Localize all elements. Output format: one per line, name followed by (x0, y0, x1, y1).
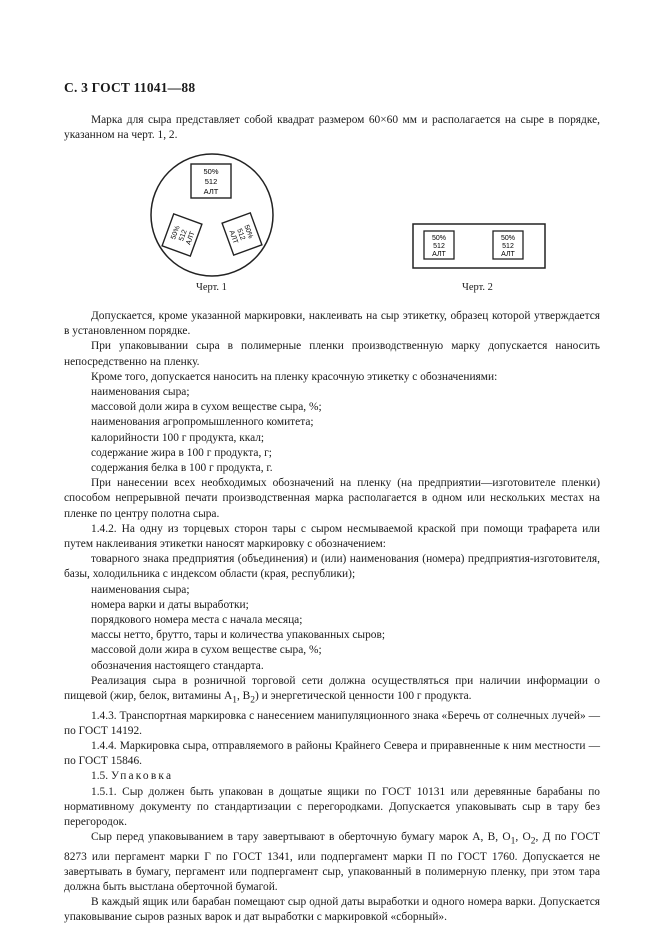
figure-2-caption: Черт. 2 (462, 282, 493, 293)
svg-text:512: 512 (433, 243, 445, 250)
svg-text:АЛТ: АЛТ (185, 230, 197, 246)
svg-text:50%: 50% (431, 235, 447, 242)
list-item: массовой доли жира в сухом веществе сыра, %; (91, 644, 322, 657)
svg-text:50%: 50% (203, 167, 219, 176)
mark-square-right (222, 213, 262, 255)
paragraph: В каждый ящик или барабан помещают сыр одной даты выработки и одного номера варки. Допускается упаковывание сыров разных варок и дат выработки с маркировкой «сборный». (64, 896, 600, 924)
page-header: С. 3 ГОСТ 11041—88 (64, 80, 196, 95)
list-item: содержание жира в 100 г продукта, г; (91, 446, 272, 459)
svg-text:512: 512 (235, 227, 246, 242)
paragraph: 1.4.4. Маркировка сыра, отправляемого в районы Крайнего Севера и приравненные к ним местности — по ГОСТ 15846. (64, 739, 600, 768)
list-item: массовой доли жира в сухом веществе сыра, %; (91, 401, 322, 414)
section-heading: 1.5. Упаковка (91, 770, 174, 783)
paragraph: При нанесении всех необходимых обозначений на пленку (на предприятии—изготовителе пленки) способом непрерывной печати производственная марка располагается в одном или нескольких местах на пленке по центру полотна сыра. (64, 477, 600, 520)
svg-text:АЛТ: АЛТ (432, 251, 446, 258)
paragraph: Сыр перед упаковыванием в тару завертывают в оберточную бумагу марок А, В, $О_1$, $О_2$, Д по ГОСТ 8273 или пергамент марки Г по ГОСТ 1341, или подпергамент марки П по ГОСТ 1760. Допускается не завертывать в бумагу, пергамент или подпергамент сыр, упакованный в полимерную пленку, при этом тара должна быть выстлана оберточной бумагой. (64, 831, 600, 894)
svg-text:АЛТ: АЛТ (227, 229, 239, 245)
paragraph: 1.5.1. Сыр должен быть упакован в дощатые ящики по ГОСТ 10131 или деревянные барабаны по нормативному документу по стандартизации с перегородками. Допускается упаковывать сыр в тару без перегородок. (64, 785, 600, 828)
figure-1-caption: Черт. 1 (196, 282, 227, 293)
list-item: калорийности 100 г продукта, ккал; (91, 431, 265, 444)
svg-text:512: 512 (204, 177, 218, 186)
list-item: содержания белка в 100 г продукта, г. (91, 462, 273, 475)
intro-paragraph: Марка для сыра представляет собой квадрат размером 60×60 мм и располагается на сыре в порядке, указанном на черт. 1, 2. (64, 114, 600, 142)
paragraph: 1.4.2. На одну из торцевых сторон тары с сыром несмываемой краской при помощи трафарета или путем наклеивания этикетки наносят маркировку с обозначением: (64, 522, 600, 551)
list-item: порядкового номера места с начала месяца; (91, 614, 303, 627)
paragraph: товарного знака предприятия (объединения) и (или) наименования (номера) предприятия-изготовителя, базы, холодильника с индексом области (края, республики); (64, 553, 600, 581)
mark-square-right (493, 231, 523, 259)
list-item: номера варки и даты выработки; (91, 598, 249, 611)
svg-text:512: 512 (502, 243, 514, 250)
paragraph: Кроме того, допускается наносить на пленку красочную этикетку с обозначениями: (91, 370, 498, 383)
svg-text:АЛТ: АЛТ (501, 251, 515, 258)
paragraph: Допускается, кроме указанной маркировки, наклеивать на сыр этикетку, образец которой утверждается в установленном порядке. (64, 310, 600, 338)
mark-square-left (424, 231, 454, 259)
list-item: наименования сыра; (91, 386, 190, 399)
paragraph: 1.4.3. Транспортная маркировка с нанесением манипуляционного знака «Беречь от солнечных лучей» — по ГОСТ 14192. (64, 709, 600, 737)
svg-text:50%: 50% (242, 223, 254, 240)
svg-text:50%: 50% (500, 235, 516, 242)
body-text (64, 309, 600, 926)
list-item: наименования агропромышленного комитета; (91, 416, 314, 429)
paragraph: При упаковывании сыра в полимерные пленки производственную марку допускается наносить непосредственно на пленку. (64, 340, 600, 368)
figure-1-cheese-circle (149, 152, 275, 278)
paragraph: Реализация сыра в розничной торговой сети должна осуществляться при наличии информации о пищевой (жир, белок, витамины $А_1$, $В_2$) и энергетической ценности 100 г продукта. (64, 674, 600, 706)
list-item: массы нетто, брутто, тары и количества упакованных сыров; (91, 629, 386, 642)
mark-square-left (162, 214, 202, 256)
svg-text:50%: 50% (170, 224, 182, 241)
mark-square-top (191, 164, 231, 198)
list-item: наименования сыра; (91, 583, 190, 596)
svg-text:512: 512 (178, 228, 189, 243)
svg-text:АЛТ: АЛТ (203, 187, 219, 196)
figure-2-cheese-bar (412, 223, 546, 269)
list-item: обозначения настоящего стандарта. (91, 659, 264, 672)
